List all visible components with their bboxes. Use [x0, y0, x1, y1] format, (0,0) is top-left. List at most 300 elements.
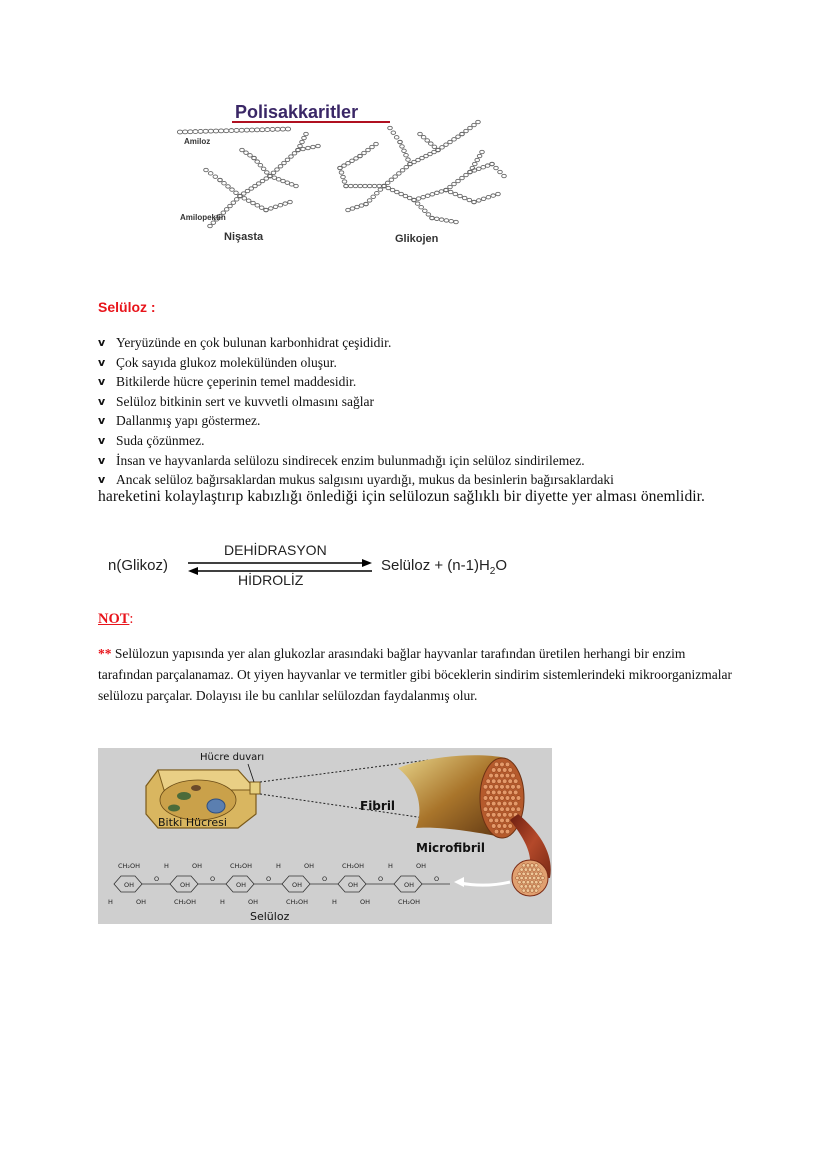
microfibril-dot	[524, 868, 528, 872]
chain-label: OH	[416, 862, 427, 870]
microfibril-dot	[526, 880, 530, 884]
glucose-bead	[370, 145, 375, 148]
glucose-bead	[285, 181, 290, 184]
glucose-bead	[177, 130, 182, 134]
fibril-dot	[491, 768, 496, 773]
glucose-bead	[339, 171, 344, 174]
list-item	[98, 392, 738, 412]
glucose-bead	[436, 148, 441, 151]
fibril-dot	[513, 779, 518, 784]
microfibril-dot	[530, 889, 534, 893]
fibril-dot	[483, 807, 488, 812]
glucose-bead	[390, 188, 395, 191]
chain-label: OH	[248, 898, 259, 906]
microfibril-dot	[520, 885, 524, 889]
glucose-bead	[366, 148, 371, 151]
fibril-dot	[500, 818, 505, 823]
chain-label: OH	[304, 862, 315, 870]
chain-label: CH₂OH	[286, 898, 309, 906]
fibril-dot	[505, 829, 510, 834]
glucose-bead	[464, 173, 469, 176]
list-item	[98, 353, 738, 373]
fibril-dot	[505, 818, 510, 823]
glucose-bead	[278, 165, 283, 168]
microfibril-dot	[535, 864, 539, 868]
check-icon: v	[98, 453, 106, 467]
microfibril-dot	[528, 868, 532, 872]
glucose-bead	[275, 168, 280, 171]
glucose-bead	[353, 184, 358, 187]
bullet-continuation: hareketini kolaylaştırıp kabızlığı önlediği için selülozun sağlıklı bir diyette yer alması önemlidir.	[98, 488, 705, 505]
fibril-dot	[497, 824, 502, 829]
glucose-bead	[203, 129, 208, 133]
fibril-dot	[505, 762, 510, 767]
microfibril-dot	[516, 876, 520, 880]
glucose-bead	[435, 191, 440, 194]
check-icon: v	[98, 375, 106, 389]
glucose-bead	[238, 194, 243, 197]
list-item-text: Dallanmış yapı göstermez.	[116, 413, 261, 429]
glucose-bead	[440, 146, 445, 149]
microfibril-dot	[522, 864, 526, 868]
fibril-dot	[497, 813, 502, 818]
fibril-dot	[494, 807, 499, 812]
glucose-bead	[258, 163, 263, 166]
list-item-text: Suda çözünmez.	[116, 432, 205, 448]
glucose-bead	[406, 158, 411, 161]
glucose-bead	[421, 135, 426, 138]
glucose-bead	[219, 129, 224, 133]
glucose-bead	[444, 143, 449, 146]
glucose-bead	[362, 151, 367, 154]
glucose-bead	[377, 184, 382, 187]
equation-right-prefix: Selüloz + (n-1)H	[381, 557, 490, 574]
glucose-bead	[218, 178, 223, 181]
chain-label: OH	[404, 881, 415, 889]
equation-forward-label: DEHİDRASYON	[224, 542, 327, 558]
fibril-dot	[494, 762, 499, 767]
glucose-bead	[255, 128, 260, 132]
glucose-bead	[456, 135, 461, 138]
glucose-bead	[400, 145, 405, 148]
fibril-dot	[497, 801, 502, 806]
equation-subscript: 2	[489, 566, 496, 577]
glucose-bead	[271, 171, 276, 174]
glucose-bead	[475, 158, 480, 161]
glucose-bead	[385, 181, 390, 184]
microfibril-dot	[535, 872, 539, 876]
fibril-dot	[494, 829, 499, 834]
note-title-colon: :	[129, 611, 134, 627]
fibril-dot	[500, 762, 505, 767]
glucose-chains	[177, 120, 506, 227]
note-text: Selülozun yapısında yer alan glukozlar arasındaki bağlar hayvanlar tarafından üretilen herhangi bir enzim tarafından parçalanamaz. Ot yiyen hayvanlar ve termitler gibi böceklerin sindirim sistemlerindeki mikroorganizmalar selülozu parçalar. Dolayısı ile bu canlılar selülozdan faydalanmış olur.	[98, 646, 733, 703]
glucose-bead	[477, 167, 482, 170]
chain-label: OH	[192, 862, 203, 870]
glucose-bead	[372, 184, 377, 187]
glucose-bead	[378, 188, 383, 191]
microfibril-dot	[541, 876, 545, 880]
check-icon: v	[98, 414, 106, 428]
list-item-text: Çok sayıda glukoz molekülünden oluşur.	[116, 354, 337, 370]
glucose-bead	[416, 197, 421, 200]
glucose-bead	[342, 180, 347, 183]
label-bitki-hucresi: Bitki Hücresi	[158, 816, 227, 829]
glucose-bead	[486, 195, 491, 198]
microfibril-dot	[530, 864, 534, 868]
fibril-dot	[500, 796, 505, 801]
chain-label: H	[108, 898, 113, 906]
chain-label: OH	[360, 898, 371, 906]
glucose-bead	[452, 182, 457, 185]
glucose-bead	[208, 129, 213, 133]
chain-label: H	[388, 862, 393, 870]
fibril-dot	[494, 796, 499, 801]
microfibril-dot	[539, 872, 543, 876]
glucose-bead	[348, 184, 353, 187]
glucose-bead	[193, 130, 198, 134]
glucose-bead	[473, 162, 478, 165]
glucose-bead	[399, 192, 404, 195]
fibril-dot	[508, 824, 513, 829]
chain-label: H	[220, 898, 225, 906]
microfibril-dot	[528, 885, 532, 889]
list-item-text: Bitkilerde hücre çeperinin temel maddesidir.	[116, 374, 357, 390]
fibril-dot	[494, 773, 499, 778]
glucose-bead	[439, 218, 444, 221]
fibril-dot	[508, 801, 513, 806]
glucose-bead	[344, 184, 349, 187]
glucose-bead	[449, 219, 454, 222]
label-nisasta: Nişasta	[224, 231, 264, 243]
fibril-dot	[505, 785, 510, 790]
glucose-bead	[472, 123, 477, 126]
microfibril-dot	[522, 880, 526, 884]
chain-label: OH	[124, 881, 135, 889]
microfibril-dot	[518, 872, 522, 876]
glucose-bead	[244, 151, 249, 154]
glucose-bead	[404, 153, 409, 156]
glucose-bead	[260, 128, 265, 132]
glucose-bead	[265, 171, 270, 174]
glucose-bead	[448, 185, 453, 188]
fibril-dot	[494, 818, 499, 823]
glucose-bead	[367, 184, 372, 187]
fibril-dot	[486, 801, 491, 806]
glucose-bead	[412, 198, 417, 201]
fibril-dot	[508, 813, 513, 818]
glucose-bead	[269, 207, 274, 210]
note-body	[98, 643, 738, 706]
cellulose-bullet-list	[98, 333, 738, 490]
glucose-bead	[249, 128, 254, 132]
microfibril-dot	[520, 868, 524, 872]
glucose-bead	[464, 129, 469, 132]
glucose-bead	[453, 192, 458, 195]
glucose-bead	[270, 127, 275, 131]
glucose-bead	[282, 161, 287, 164]
list-item	[98, 470, 738, 490]
microfibril-dot	[524, 876, 528, 880]
glucose-bead	[304, 132, 309, 135]
fibril-dot	[486, 790, 491, 795]
fibril-dot	[486, 813, 491, 818]
chain-label: OH	[292, 881, 303, 889]
glucose-bead	[494, 166, 499, 169]
fibril-dot	[483, 785, 488, 790]
glucose-bead	[444, 219, 449, 222]
glucose-bead	[458, 194, 463, 197]
glucose-bead	[382, 184, 387, 187]
glucose-bead	[240, 148, 245, 151]
glucose-bead	[285, 127, 290, 131]
list-item	[98, 411, 738, 431]
glucose-bead	[248, 154, 253, 157]
glucose-bead	[423, 209, 428, 212]
glucose-bead	[341, 175, 346, 178]
fibril-dot	[502, 801, 507, 806]
glucose-bead	[375, 191, 380, 194]
list-item	[98, 333, 738, 353]
check-icon: v	[98, 394, 106, 408]
glucose-bead	[316, 144, 321, 147]
glucose-bead	[498, 170, 503, 173]
fibril-dot	[497, 790, 502, 795]
microfibril-dot	[537, 885, 541, 889]
glucose-bead	[276, 178, 281, 181]
fibril-dot	[497, 768, 502, 773]
fibril-dot	[516, 796, 521, 801]
microfibril-dot	[522, 872, 526, 876]
glucose-bead	[403, 194, 408, 197]
list-item-text: Selüloz bitkinin sert ve kuvvetli olmasını sağlar	[116, 393, 374, 409]
equation-reverse-label: HİDROLİZ	[238, 572, 304, 588]
glucose-bead	[208, 224, 213, 227]
label-fibril: Fibril	[360, 799, 396, 813]
glucose-bead	[255, 160, 260, 163]
fibril-dot	[513, 790, 518, 795]
fibril-dot	[491, 779, 496, 784]
glucose-bead	[480, 150, 485, 153]
microfibril-dot	[528, 876, 532, 880]
glucose-bead	[460, 176, 465, 179]
glucose-bead	[477, 199, 482, 202]
list-item	[98, 451, 738, 471]
glucose-bead	[259, 206, 264, 209]
chain-label: OH	[348, 881, 359, 889]
fibril-dot	[489, 785, 494, 790]
label-hucre-duvari: Hücre duvarı	[200, 752, 265, 763]
glucose-bead	[213, 129, 218, 133]
chain-label: O	[154, 875, 160, 883]
check-icon: v	[98, 473, 106, 487]
fibril-dot	[483, 796, 488, 801]
microfibril-dot	[532, 885, 536, 889]
label-seluloz: Selüloz	[250, 910, 290, 923]
fibril-dot	[511, 807, 516, 812]
chain-label: CH₂OH	[230, 862, 253, 870]
fibril-dot	[505, 796, 510, 801]
glucose-bead	[289, 155, 294, 158]
glucose-bead	[251, 201, 256, 204]
fibril-dot	[494, 785, 499, 790]
microfibril-dot	[522, 889, 526, 893]
list-item	[98, 431, 738, 451]
fibril-dot	[500, 807, 505, 812]
glucose-bead	[430, 193, 435, 196]
fibril-dot	[486, 779, 491, 784]
microfibril-dot	[532, 876, 536, 880]
glucose-bead	[280, 127, 285, 131]
glucose-bead	[234, 128, 239, 132]
glucose-bead	[346, 208, 351, 211]
glucose-bead	[224, 129, 229, 133]
glucose-bead	[255, 204, 260, 207]
chain-label: O	[434, 875, 440, 883]
glucose-bead	[425, 194, 430, 197]
glucose-bead	[278, 203, 283, 206]
equation-right-suffix: O	[495, 557, 508, 574]
microfibril-dot	[539, 880, 543, 884]
fibril-dot	[511, 785, 516, 790]
chain-label: O	[210, 875, 216, 883]
note-title	[98, 611, 133, 628]
fibril-dot	[502, 790, 507, 795]
glucose-bead	[389, 178, 394, 181]
glucose-bead	[448, 140, 453, 143]
microfibril-dot	[535, 889, 539, 893]
glucose-bead	[468, 126, 473, 129]
fibril-dot	[513, 801, 518, 806]
glucose-bead	[477, 154, 482, 157]
equation-left: n(Glikoz)	[108, 557, 169, 574]
glucose-bead	[502, 174, 507, 177]
glucose-bead	[444, 188, 449, 191]
glucose-bead	[265, 128, 270, 132]
glucose-bead	[222, 181, 227, 184]
chain-label: H	[276, 862, 281, 870]
glucose-bead	[454, 220, 459, 223]
microfibril-dot	[530, 872, 534, 876]
chain-label: OH	[236, 881, 247, 889]
glucose-bead	[268, 174, 273, 177]
chain-label: CH₂OH	[342, 862, 365, 870]
glucose-bead	[364, 202, 369, 205]
microfibril-dot	[526, 889, 530, 893]
list-item-text: Ancak selüloz bağırsaklardan mukus salgısını uyardığı, mukus da besinlerin bağırsaklardaki	[116, 472, 614, 488]
chain-label: OH	[136, 898, 147, 906]
glucose-bead	[476, 120, 481, 123]
glucose-bead	[350, 207, 355, 210]
label-amilopektin: Amilopektin	[180, 213, 226, 222]
glucose-bead	[264, 208, 269, 211]
fibril-dot	[508, 779, 513, 784]
check-icon: v	[98, 433, 106, 447]
fibril-dot	[502, 768, 507, 773]
microfibril-dot	[537, 868, 541, 872]
fibril-dot	[511, 773, 516, 778]
glucose-bead	[398, 140, 403, 143]
fibril-dot	[516, 807, 521, 812]
fibril-dot	[502, 824, 507, 829]
fibril-dot	[497, 779, 502, 784]
fibril-dot	[511, 796, 516, 801]
microfibril-dot	[518, 880, 522, 884]
glucose-bead	[311, 145, 316, 148]
glucose-bead	[228, 204, 233, 207]
glucose-bead	[246, 199, 251, 202]
glucose-bead	[296, 148, 301, 151]
label-glikojen: Glikojen	[395, 233, 439, 245]
fibril-dot	[489, 818, 494, 823]
fibril-dot	[489, 773, 494, 778]
glucose-bead	[429, 142, 434, 145]
fibril-dot	[491, 813, 496, 818]
microfibril-dot	[532, 868, 536, 872]
glucose-bead	[468, 170, 473, 173]
chain-label: O	[322, 875, 328, 883]
glucose-bead	[481, 165, 486, 168]
glucose-bead	[371, 195, 376, 198]
glucose-bead	[288, 200, 293, 203]
glucose-bead	[306, 146, 311, 149]
glucose-bead	[234, 198, 239, 201]
fibril-dot	[491, 801, 496, 806]
glucose-bead	[426, 213, 431, 216]
fibril-dot	[491, 824, 496, 829]
chain-label: OH	[180, 881, 191, 889]
microfibril-dot	[530, 880, 534, 884]
fibril-dot	[502, 813, 507, 818]
glucose-bead	[432, 145, 437, 148]
glucose-bead	[273, 205, 278, 208]
glucose-bead	[419, 205, 424, 208]
glucose-bead	[448, 190, 453, 193]
chain-label: CH₂OH	[118, 862, 141, 870]
fibril-dot	[508, 768, 513, 773]
check-icon: v	[98, 355, 106, 369]
glucose-bead	[358, 154, 363, 157]
glucose-bead	[374, 142, 379, 145]
glucose-bead	[395, 190, 400, 193]
glucose-bead	[363, 184, 368, 187]
glucose-bead	[421, 195, 426, 198]
glucose-bead	[467, 198, 472, 201]
glucose-bead	[430, 216, 435, 219]
glucose-bead	[231, 201, 236, 204]
glucose-bead	[485, 164, 490, 167]
glucose-bead	[292, 152, 297, 155]
glucose-bead	[275, 127, 280, 131]
fibril-dot	[502, 779, 507, 784]
glucose-bead	[355, 205, 360, 208]
glucose-bead	[285, 158, 290, 161]
glucose-bead	[404, 165, 409, 168]
glucose-bead	[272, 176, 277, 179]
microfibril-dot	[524, 885, 528, 889]
glucose-bead	[472, 200, 477, 203]
label-amiloz: Amiloz	[184, 137, 211, 146]
glucose-bead	[226, 185, 231, 188]
glucose-bead	[418, 132, 423, 135]
cellulose-heading: Selüloz :	[98, 299, 156, 315]
glucose-bead	[415, 202, 420, 205]
glucose-bead	[408, 162, 413, 165]
label-microfibril: Microfibril	[416, 841, 485, 855]
glucose-bead	[359, 204, 364, 207]
glucose-bead	[281, 179, 286, 182]
fibril-dot	[500, 829, 505, 834]
